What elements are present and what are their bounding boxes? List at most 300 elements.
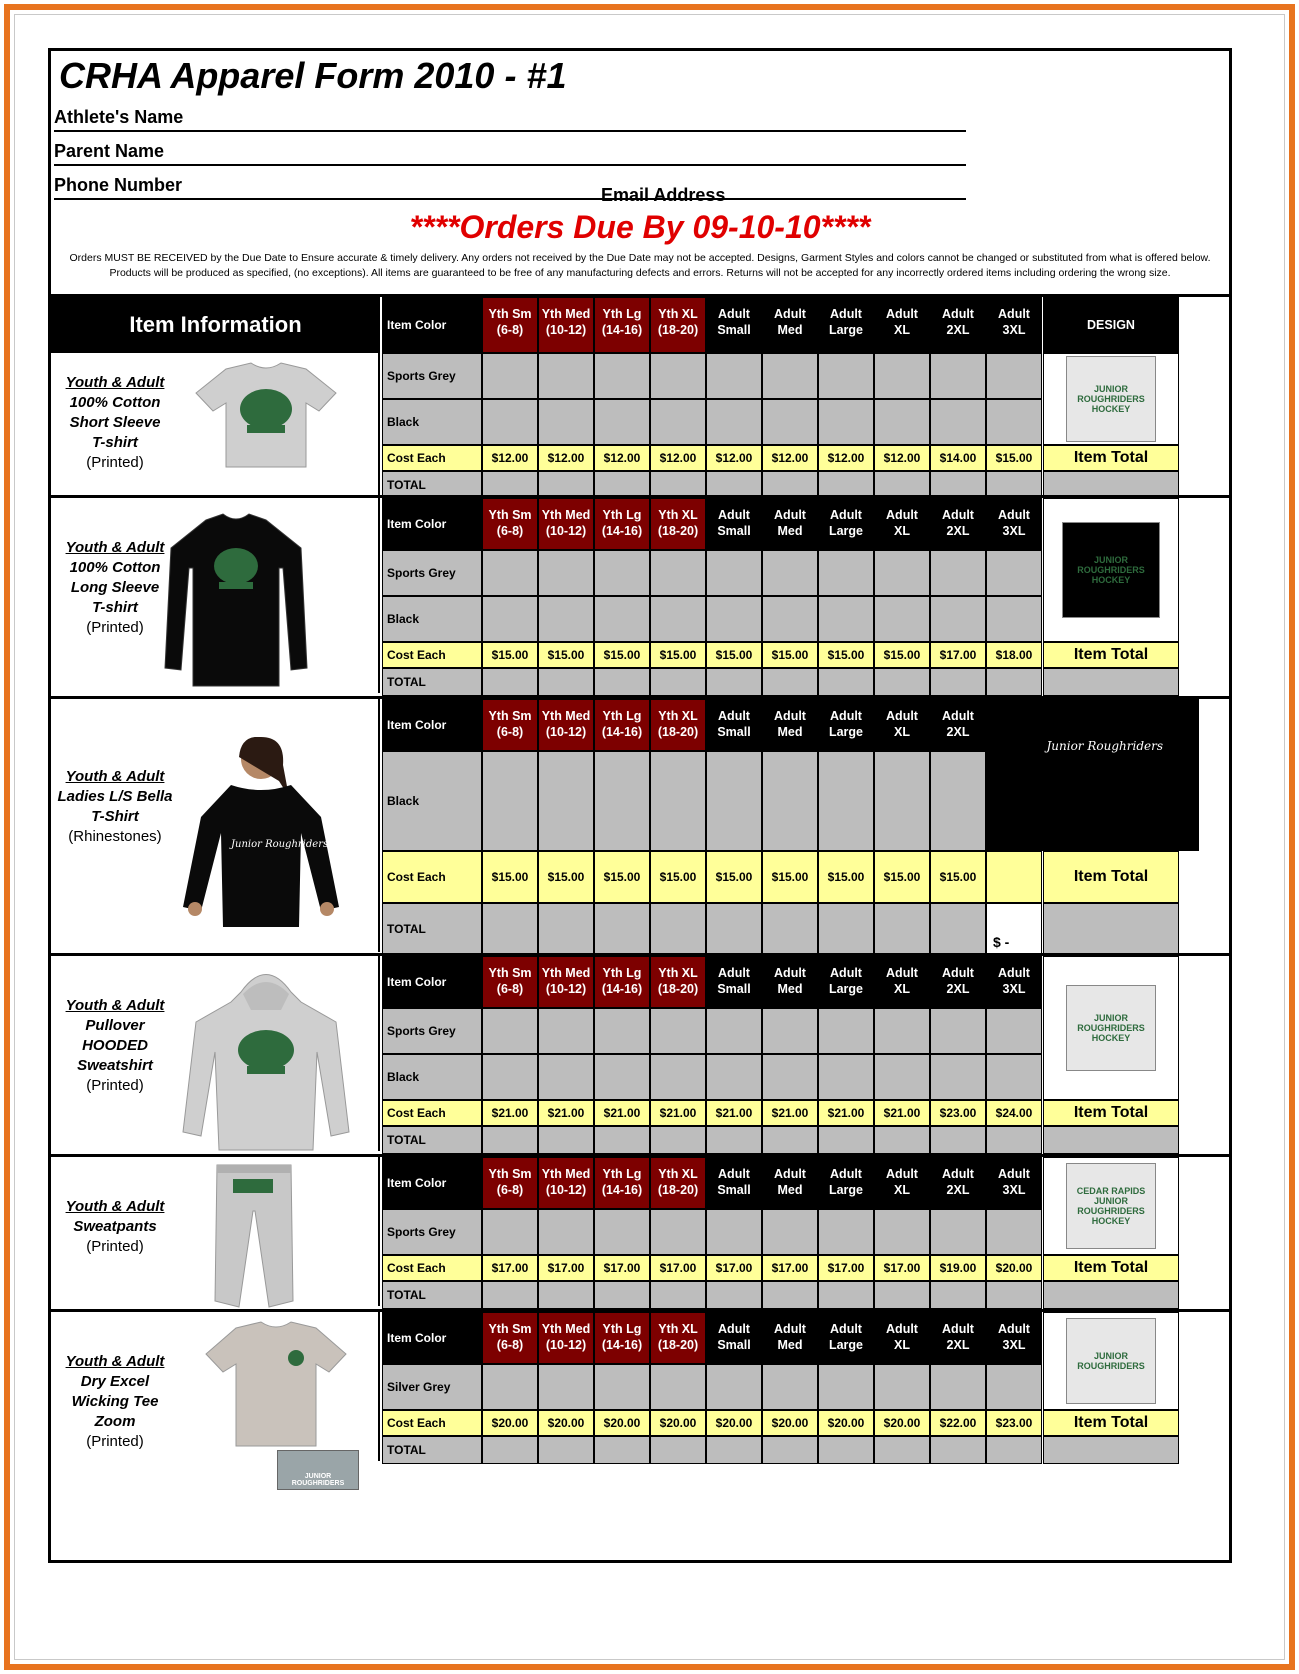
item-total-cell — [1043, 1436, 1179, 1464]
size-header-line: (6-8) — [496, 982, 524, 996]
size-header-line: Small — [717, 725, 751, 739]
product-section — [51, 953, 1229, 1151]
size-header-line: Small — [717, 524, 751, 538]
total-cell — [930, 668, 986, 696]
size-header — [538, 297, 594, 353]
price-cell: $20.00 — [650, 1410, 706, 1436]
size-header — [930, 956, 986, 1008]
total-cell — [930, 1126, 986, 1154]
quantity-input[interactable] — [762, 596, 818, 642]
quantity-input[interactable] — [930, 596, 986, 642]
price-cell: $15.00 — [874, 851, 930, 903]
athlete-name-label: Athlete's Name — [54, 107, 184, 127]
quantity-input[interactable] — [762, 1054, 818, 1100]
size-header-line: Yth Lg — [602, 307, 642, 321]
quantity-input[interactable] — [594, 1209, 650, 1255]
quantity-input[interactable] — [482, 353, 538, 399]
size-header — [818, 297, 874, 353]
order-notice: Orders MUST BE RECEIVED by the Due Date to Ensure accurate & timely delivery. Any orders not received by the Due Date may not be accepted. Designs, Garment Styles and colors cannot be changed or substituted from what is offered below. Products will be produced as specified, (no exceptions). All items are guaranteed to be free of any manufacturing defects and errors. Returns will not be accepted for any incorrectly ordered items including ordering the wrong size. — [69, 252, 1211, 279]
price-cell: $17.00 — [482, 1255, 538, 1281]
description-line: Ladies L/S Bella — [57, 788, 173, 805]
size-header-line: Yth Med — [541, 966, 591, 980]
quantity-input[interactable] — [762, 1364, 818, 1410]
description-line: Sweatshirt — [77, 1057, 153, 1074]
quantity-input[interactable] — [874, 751, 930, 851]
price-cell: $17.00 — [762, 1255, 818, 1281]
quantity-input[interactable] — [594, 1054, 650, 1100]
price-cell: $15.00 — [650, 642, 706, 668]
size-header-line: (10-12) — [545, 1183, 587, 1197]
price-cell: $15.00 — [874, 642, 930, 668]
size-header-line: Small — [717, 323, 751, 337]
form-title: CRHA Apparel Form 2010 - #1 — [59, 55, 567, 96]
size-header-line: (10-12) — [545, 323, 587, 337]
size-header-line: Adult — [774, 1167, 806, 1181]
color-row-label: Sports Grey — [382, 1209, 482, 1255]
total-cell — [930, 903, 986, 955]
size-header-line: Adult — [830, 1167, 862, 1181]
design-logo: JUNIOR ROUGHRIDERS HOCKEY — [1066, 356, 1156, 442]
item-total-cell — [1043, 1281, 1179, 1309]
price-cell: $21.00 — [594, 1100, 650, 1126]
quantity-input[interactable] — [818, 1364, 874, 1410]
size-header-line: XL — [894, 982, 910, 996]
size-header-line: (18-20) — [657, 1183, 699, 1197]
size-header-line: 2XL — [946, 1338, 970, 1352]
quantity-input[interactable] — [930, 353, 986, 399]
total-cell — [818, 668, 874, 696]
quantity-input[interactable] — [538, 596, 594, 642]
product-section — [51, 495, 1229, 693]
quantity-input[interactable] — [930, 751, 986, 851]
total-cell — [650, 903, 706, 955]
price-cell: $15.00 — [706, 851, 762, 903]
size-header — [762, 297, 818, 353]
size-header — [482, 498, 538, 550]
price-cell: $15.00 — [482, 851, 538, 903]
quantity-input[interactable] — [930, 550, 986, 596]
size-header — [650, 1157, 706, 1209]
quantity-input[interactable] — [706, 1054, 762, 1100]
size-header-line: Yth Med — [541, 1322, 591, 1336]
size-header-line: Adult — [774, 508, 806, 522]
pants-garment-image — [209, 1161, 299, 1316]
quantity-input[interactable] — [482, 1364, 538, 1410]
quantity-input[interactable] — [874, 1008, 930, 1054]
size-header-line: Yth XL — [658, 966, 698, 980]
quantity-input[interactable] — [594, 353, 650, 399]
size-header — [650, 297, 706, 353]
size-header-line: Med — [777, 725, 803, 739]
size-header — [818, 1312, 874, 1364]
color-row-label: Black — [382, 399, 482, 445]
size-header — [762, 498, 818, 550]
total-cell — [706, 1436, 762, 1464]
quantity-input[interactable] — [482, 596, 538, 642]
quantity-input[interactable] — [930, 1008, 986, 1054]
description-line: Youth & Adult — [65, 539, 165, 556]
athlete-name-field[interactable] — [54, 101, 966, 132]
quantity-input[interactable] — [762, 1209, 818, 1255]
quantity-input[interactable] — [986, 596, 1042, 642]
price-cell: $21.00 — [538, 1100, 594, 1126]
quantity-input[interactable] — [874, 1364, 930, 1410]
badge-text: JUNIOR ROUGHRIDERS — [291, 1473, 345, 1487]
size-header-line: Large — [828, 1338, 864, 1352]
total-cell — [650, 1126, 706, 1154]
size-header-line: Adult — [942, 1167, 974, 1181]
size-header-line: (18-20) — [657, 323, 699, 337]
size-header — [650, 1312, 706, 1364]
price-cell: $20.00 — [482, 1410, 538, 1436]
quantity-input[interactable] — [762, 399, 818, 445]
size-header — [538, 956, 594, 1008]
size-header-line: Large — [828, 323, 864, 337]
price-cell: $20.00 — [594, 1410, 650, 1436]
item-total-cell — [1043, 903, 1179, 955]
quantity-input[interactable] — [650, 1008, 706, 1054]
size-header-line: Med — [777, 323, 803, 337]
size-header — [930, 1312, 986, 1364]
size-header-line: Adult — [718, 966, 750, 980]
quantity-input[interactable] — [538, 353, 594, 399]
quantity-input[interactable] — [482, 399, 538, 445]
phone-number-field[interactable] — [54, 169, 966, 200]
item-color-label: Item Color — [382, 1312, 482, 1364]
quantity-input[interactable] — [930, 1209, 986, 1255]
size-header-line: Adult — [718, 709, 750, 723]
size-header-line: (6-8) — [496, 725, 524, 739]
item-description — [55, 538, 175, 638]
size-header — [762, 1312, 818, 1364]
color-row-label: Silver Grey — [382, 1364, 482, 1410]
size-header — [706, 297, 762, 353]
size-header-line: Yth Lg — [602, 508, 642, 522]
size-header-line: 3XL — [1002, 1338, 1026, 1352]
quantity-input[interactable] — [650, 1209, 706, 1255]
quantity-input[interactable] — [874, 550, 930, 596]
quantity-input[interactable] — [482, 550, 538, 596]
design-logo: JUNIOR ROUGHRIDERS HOCKEY — [1066, 985, 1156, 1071]
price-cell: $17.00 — [706, 1255, 762, 1281]
item-information-header: Item Information — [51, 297, 380, 353]
size-header-line: XL — [894, 1338, 910, 1352]
quantity-input[interactable] — [874, 1209, 930, 1255]
quantity-input[interactable] — [762, 751, 818, 851]
total-cell — [482, 1436, 538, 1464]
quantity-input[interactable] — [594, 751, 650, 851]
total-cell — [874, 1126, 930, 1154]
due-date-banner: ****Orders Due By 09-10-10**** — [409, 209, 871, 245]
size-header — [874, 1157, 930, 1209]
quantity-input[interactable] — [818, 1209, 874, 1255]
quantity-input[interactable] — [930, 1364, 986, 1410]
email-address-label: Email Address — [601, 185, 726, 205]
description-line: (Printed) — [86, 1238, 144, 1255]
size-header-line: (14-16) — [601, 1338, 643, 1352]
size-header-line: (14-16) — [601, 524, 643, 538]
size-header — [818, 699, 874, 751]
quantity-input[interactable] — [482, 1008, 538, 1054]
item-description — [55, 767, 175, 847]
cost-each-label: Cost Each — [382, 1410, 482, 1436]
total-cell — [930, 1281, 986, 1309]
price-cell: $24.00 — [986, 1100, 1042, 1126]
total-cell — [986, 1436, 1042, 1464]
color-row-label: Sports Grey — [382, 353, 482, 399]
size-header-line: Adult — [830, 1322, 862, 1336]
price-cell: $17.00 — [594, 1255, 650, 1281]
size-header — [594, 498, 650, 550]
item-total-cell — [1043, 668, 1179, 696]
quantity-input[interactable] — [706, 1364, 762, 1410]
design-image — [1043, 498, 1179, 642]
quantity-input[interactable] — [538, 399, 594, 445]
description-line: Youth & Adult — [65, 1198, 165, 1215]
size-header — [762, 956, 818, 1008]
quantity-input[interactable] — [482, 1054, 538, 1100]
size-header-line: 3XL — [1002, 982, 1026, 996]
description-line: HOODED — [82, 1037, 148, 1054]
description-line: (Printed) — [86, 454, 144, 471]
price-cell: $12.00 — [762, 445, 818, 471]
quantity-input[interactable] — [986, 1364, 1042, 1410]
parent-name-field[interactable] — [54, 135, 966, 166]
size-header-line: Adult — [998, 1322, 1030, 1336]
size-header — [818, 498, 874, 550]
price-cell: $17.00 — [650, 1255, 706, 1281]
svg-text:Junior Roughriders: Junior Roughriders — [231, 839, 329, 850]
size-header — [818, 956, 874, 1008]
cost-each-label: Cost Each — [382, 642, 482, 668]
quantity-input[interactable] — [538, 550, 594, 596]
quantity-input[interactable] — [818, 596, 874, 642]
cost-each-label: Cost Each — [382, 1100, 482, 1126]
description-line: 100% Cotton — [69, 394, 161, 411]
quantity-input[interactable] — [706, 353, 762, 399]
size-header — [706, 1312, 762, 1364]
quantity-input[interactable] — [986, 550, 1042, 596]
quantity-input[interactable] — [762, 550, 818, 596]
size-header-line: Adult — [774, 966, 806, 980]
size-header-line: Yth XL — [658, 508, 698, 522]
description-line: Youth & Adult — [65, 768, 165, 785]
total-cell — [650, 1436, 706, 1464]
total-cell — [594, 1126, 650, 1154]
size-header — [538, 498, 594, 550]
size-header-line: Yth XL — [658, 709, 698, 723]
size-header — [874, 699, 930, 751]
quantity-input[interactable] — [818, 550, 874, 596]
total-label: TOTAL — [382, 471, 482, 499]
quantity-input[interactable] — [762, 1008, 818, 1054]
size-header-line: (18-20) — [657, 524, 699, 538]
quantity-input[interactable] — [818, 353, 874, 399]
size-header-line: (18-20) — [657, 725, 699, 739]
tee-silver-garment-image — [201, 1318, 351, 1453]
quantity-input[interactable] — [650, 596, 706, 642]
hoodie-garment-image — [181, 962, 351, 1157]
item-total-label: Item Total — [1043, 1255, 1179, 1281]
size-header-line: Small — [717, 1338, 751, 1352]
price-cell: $19.00 — [930, 1255, 986, 1281]
size-header-line: Adult — [942, 966, 974, 980]
price-cell: $20.00 — [986, 1255, 1042, 1281]
quantity-input[interactable] — [538, 1008, 594, 1054]
cost-each-label: Cost Each — [382, 1255, 482, 1281]
size-header-line: Large — [828, 524, 864, 538]
price-cell: $15.00 — [930, 851, 986, 903]
quantity-input[interactable] — [818, 751, 874, 851]
quantity-input[interactable] — [706, 1008, 762, 1054]
quantity-input[interactable] — [594, 550, 650, 596]
quantity-input[interactable] — [986, 399, 1042, 445]
size-header-line: Yth Sm — [488, 508, 532, 522]
size-header — [986, 1157, 1042, 1209]
size-header-line: Large — [828, 1183, 864, 1197]
tee-grey-garment-image — [191, 359, 341, 474]
total-cell — [762, 1126, 818, 1154]
design-logo: JUNIOR ROUGHRIDERS HOCKEY — [1062, 522, 1160, 618]
total-cell — [818, 1126, 874, 1154]
size-header — [650, 956, 706, 1008]
quantity-input[interactable] — [874, 353, 930, 399]
quantity-input[interactable] — [930, 1054, 986, 1100]
price-cell: $15.00 — [818, 642, 874, 668]
price-cell: $21.00 — [874, 1100, 930, 1126]
size-header-line: Adult — [830, 966, 862, 980]
quantity-input[interactable] — [594, 1008, 650, 1054]
size-header-line: Yth XL — [658, 307, 698, 321]
design-image — [1043, 1312, 1179, 1410]
size-header-line: Yth Sm — [488, 1322, 532, 1336]
quantity-input[interactable] — [706, 1209, 762, 1255]
size-header — [930, 297, 986, 353]
quantity-input[interactable] — [706, 399, 762, 445]
price-cell: $15.00 — [538, 642, 594, 668]
size-header-line: XL — [894, 1183, 910, 1197]
total-cell — [706, 668, 762, 696]
total-cell — [650, 1281, 706, 1309]
quantity-input[interactable] — [706, 550, 762, 596]
size-header — [986, 498, 1042, 550]
quantity-input[interactable] — [874, 399, 930, 445]
price-cell: $15.00 — [706, 642, 762, 668]
size-header — [930, 699, 986, 751]
quantity-input[interactable] — [986, 353, 1042, 399]
price-cell: $15.00 — [986, 445, 1042, 471]
size-header-line: (14-16) — [601, 323, 643, 337]
item-total-label: Item Total — [1043, 445, 1179, 471]
size-header-line: 2XL — [946, 1183, 970, 1197]
quantity-input[interactable] — [986, 1008, 1042, 1054]
total-cell — [482, 903, 538, 955]
quantity-input[interactable] — [818, 399, 874, 445]
quantity-input[interactable] — [762, 353, 818, 399]
total-cell — [482, 668, 538, 696]
size-header-line: Adult — [886, 1322, 918, 1336]
quantity-input[interactable] — [538, 1209, 594, 1255]
size-header-line: Adult — [942, 307, 974, 321]
price-cell: $20.00 — [818, 1410, 874, 1436]
size-header-line: (14-16) — [601, 982, 643, 996]
quantity-input[interactable] — [650, 399, 706, 445]
quantity-input[interactable] — [650, 751, 706, 851]
quantity-input[interactable] — [706, 751, 762, 851]
product-section — [51, 1154, 1229, 1306]
quantity-input[interactable] — [874, 596, 930, 642]
total-cell — [762, 1281, 818, 1309]
size-header — [706, 699, 762, 751]
quantity-input[interactable] — [538, 1364, 594, 1410]
description-line: T-Shirt — [91, 808, 139, 825]
quantity-input[interactable] — [818, 1054, 874, 1100]
price-cell: $15.00 — [538, 851, 594, 903]
size-header-line: Med — [777, 524, 803, 538]
quantity-input[interactable] — [706, 596, 762, 642]
quantity-input[interactable] — [818, 1008, 874, 1054]
color-row-label: Black — [382, 1054, 482, 1100]
quantity-input[interactable] — [594, 596, 650, 642]
item-description — [55, 373, 175, 473]
quantity-input[interactable] — [538, 1054, 594, 1100]
total-cell — [874, 1281, 930, 1309]
quantity-input[interactable] — [986, 1209, 1042, 1255]
price-cell — [986, 851, 1042, 903]
size-header-line: Adult — [886, 307, 918, 321]
price-cell: $21.00 — [482, 1100, 538, 1126]
quantity-input[interactable] — [482, 1209, 538, 1255]
quantity-input[interactable] — [650, 1364, 706, 1410]
item-color-label: Item Color — [382, 699, 482, 751]
quantity-input[interactable] — [650, 353, 706, 399]
cost-each-label: Cost Each — [382, 445, 482, 471]
quantity-input[interactable] — [930, 399, 986, 445]
quantity-input[interactable] — [594, 399, 650, 445]
item-total-cell — [1043, 1126, 1179, 1154]
size-header-line: 3XL — [1002, 524, 1026, 538]
quantity-input[interactable] — [482, 751, 538, 851]
total-cell — [594, 1281, 650, 1309]
size-header-line: Yth Lg — [602, 1322, 642, 1336]
size-header — [930, 1157, 986, 1209]
quantity-input[interactable] — [594, 1364, 650, 1410]
size-header-line: (6-8) — [496, 1183, 524, 1197]
design-logo: CEDAR RAPIDS JUNIOR ROUGHRIDERS HOCKEY — [1066, 1163, 1156, 1249]
color-row-label: Black — [382, 751, 482, 851]
size-header-line: Yth Lg — [602, 966, 642, 980]
quantity-input[interactable] — [538, 751, 594, 851]
item-info-cell — [51, 1312, 380, 1487]
item-info-cell — [51, 956, 380, 1151]
size-header — [594, 956, 650, 1008]
quantity-input[interactable] — [650, 550, 706, 596]
total-cell — [538, 1281, 594, 1309]
size-header — [706, 956, 762, 1008]
size-header-line: Adult — [886, 1167, 918, 1181]
design-image — [1043, 353, 1179, 445]
total-cell — [482, 1281, 538, 1309]
quantity-input[interactable] — [650, 1054, 706, 1100]
quantity-input[interactable] — [874, 1054, 930, 1100]
size-header — [482, 699, 538, 751]
description-line: Wicking Tee — [71, 1393, 159, 1410]
quantity-input[interactable] — [986, 1054, 1042, 1100]
size-header-line: 2XL — [946, 725, 970, 739]
price-cell: $22.00 — [930, 1410, 986, 1436]
item-color-label: Item Color — [382, 956, 482, 1008]
price-cell: $18.00 — [986, 642, 1042, 668]
